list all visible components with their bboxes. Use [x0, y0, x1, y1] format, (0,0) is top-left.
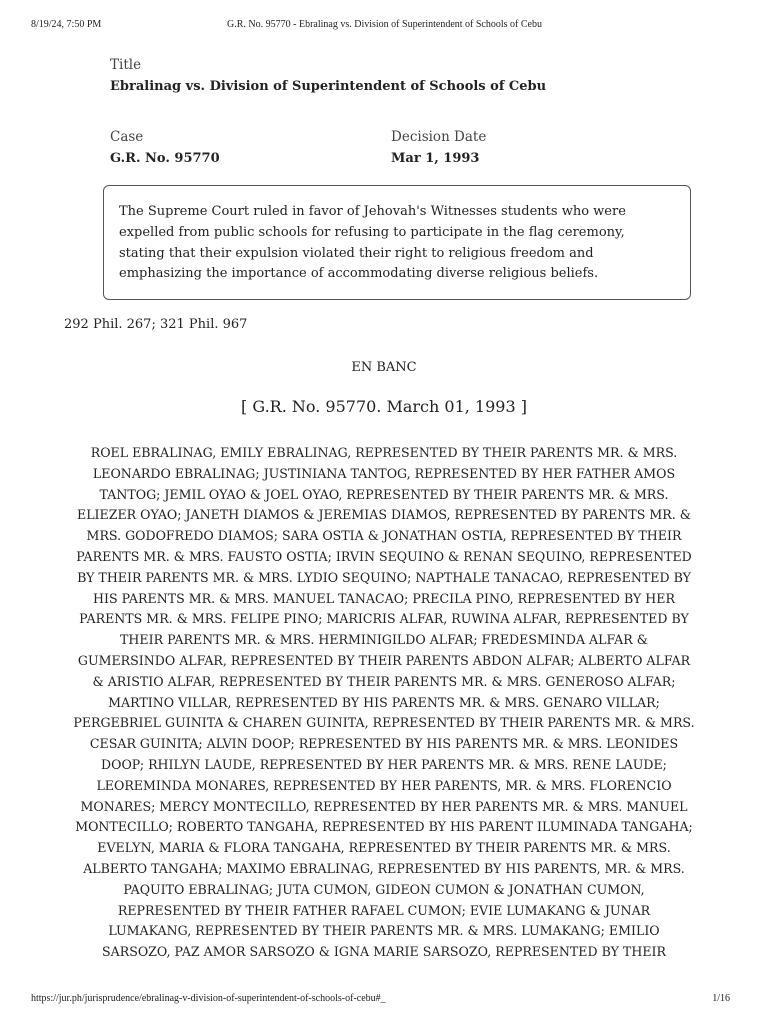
parties-line: ROEL EBRALINAG, EMILY EBRALINAG, REPRESENTED BY THEIR PARENTS MR. & MRS. — [90, 445, 678, 460]
title-label: Title — [110, 57, 142, 73]
parties-line: ELIEZER OYAO; JANETH DIAMOS & JEREMIAS DIAMOS, REPRESENTED BY PARENTS MR. & — [77, 507, 691, 523]
parties-line: THEIR PARENTS MR. & MRS. HERMINIGILDO ALFAR; FREDESMINDA ALFAR & — [120, 632, 648, 648]
parties-line: TANTOG; JEMIL OYAO & JOEL OYAO, REPRESENTED BY THEIR PARENTS MR. & MRS. — [99, 486, 669, 502]
case-label: Case — [110, 129, 144, 145]
page-indicator: 1/16 — [712, 993, 730, 1004]
parties-line: LUMAKANG, REPRESENTED BY THEIR PARENTS MR. & MRS. LUMAKANG; EMILIO — [108, 923, 660, 939]
summary-line: stating that their expulsion violated their right to religious freedom and — [119, 245, 594, 261]
parties-line: PARENTS MR. & MRS. FELIPE PINO; MARICRIS ALFAR, RUWINA ALFAR, REPRESENTED BY — [79, 611, 689, 627]
parties-line: & ARISTIO ALFAR, REPRESENTED BY THEIR PARENTS MR. & MRS. GENEROSO ALFAR; — [92, 673, 676, 689]
summary-line: The Supreme Court ruled in favor of Jehovah's Witnesses students who were — [119, 204, 626, 219]
parties-line: GUMERSINDO ALFAR, REPRESENTED BY THEIR PARENTS ABDON ALFAR; ALBERTO ALFAR — [77, 652, 691, 668]
parties-line: REPRESENTED BY THEIR FATHER RAFAEL CUMON; EVIE LUMAKANG & JUNAR — [117, 902, 651, 918]
parties-line: CESAR GUINITA; ALVIN DOOP; REPRESENTED BY HIS PARENTS MR. & MRS. LEONIDES — [89, 736, 679, 752]
parties-line: PAQUITO EBRALINAG; JUTA CUMON, GIDEON CUMON & JONATHAN CUMON, — [123, 881, 645, 897]
parties-line: LEONARDO EBRALINAG; JUSTINIANA TANTOG, REPRESENTED BY HER FATHER AMOS — [92, 465, 676, 481]
decision-date-value: Mar 1, 1993 — [391, 151, 480, 166]
court-division: EN BANC — [351, 360, 417, 375]
parties-line: MONARES; MERCY MONTECILLO, REPRESENTED BY HER PARENTS MR. & MRS. MANUEL — [80, 798, 688, 814]
parties-line: MARTINO VILLAR, REPRESENTED BY HIS PARENTS MR. & MRS. GENARO VILLAR; — [108, 694, 660, 710]
case-number-heading: [ G.R. No. 95770. March 01, 1993 ] — [241, 397, 527, 416]
parties-line: SARSOZO, PAZ AMOR SARSOZO & IGNA MARIE SARSOZO, REPRESENTED BY THEIR — [102, 944, 666, 960]
parties-line: DOOP; RHILYN LAUDE, REPRESENTED BY HER PARENTS MR. & MRS. RENE LAUDE; — [101, 756, 667, 772]
parties-line: MONTECILLO; ROBERTO TANGAHA, REPRESENTED BY HIS PARENT ILUMINADA TANGAHA; — [75, 819, 693, 835]
summary-line: emphasizing the importance of accommodating diverse religious beliefs. — [119, 266, 599, 282]
parties-line: LEOREMINDA MONARES, REPRESENTED BY HER PARENTS, MR. & MRS. FLORENCIO — [96, 777, 672, 793]
print-url[interactable]: https://jur.ph/jurisprudence/ebralinag-v-division-of-superintendent-of-schools-of-cebu#_ — [31, 993, 386, 1004]
parties-line: PARENTS MR. & MRS. FAUSTO OSTIA; IRVIN SEQUINO & RENAN SEQUINO, REPRESENTED — [76, 548, 692, 564]
parties-line: BY THEIR PARENTS MR. & MRS. LYDIO SEQUINO; NAPTHALE TANACAO, REPRESENTED BY — [77, 569, 691, 585]
decision-date-label: Decision Date — [391, 129, 487, 145]
parties-line: EVELYN, MARIA & FLORA TANGAHA, REPRESENTED BY THEIR PARENTS MR. & MRS. — [97, 840, 671, 856]
print-datetime: 8/19/24, 7:50 PM — [31, 19, 102, 30]
case-summary-box — [103, 185, 691, 300]
phil-citation: 292 Phil. 267; 321 Phil. 967 — [64, 317, 248, 332]
case-value: G.R. No. 95770 — [110, 151, 220, 166]
parties-line: HIS PARENTS MR. & MRS. MANUEL TANACAO; PRECILA PINO, REPRESENTED BY HER — [93, 590, 675, 606]
parties-line: MRS. GODOFREDO DIAMOS; SARA OSTIA & JONATHAN OSTIA, REPRESENTED BY THEIR — [86, 528, 682, 544]
print-footer — [31, 993, 738, 1007]
print-header — [31, 19, 738, 33]
parties-block — [64, 443, 704, 963]
parties-line: ALBERTO TANGAHA; MAXIMO EBRALINAG, REPRESENTED BY HIS PARENTS, MR. & MRS. — [83, 860, 685, 876]
summary-line: expelled from public schools for refusing to participate in the flag ceremony, — [119, 224, 625, 240]
title-value: Ebralinag vs. Division of Superintendent of Schools of Cebu — [110, 79, 547, 94]
parties-line: PERGEBRIEL GUINITA & CHAREN GUINITA, REPRESENTED BY THEIR PARENTS MR. & MRS. — [73, 715, 695, 731]
print-document-title: G.R. No. 95770 - Ebralinag vs. Division of Superintendent of Schools of Cebu — [227, 19, 542, 30]
